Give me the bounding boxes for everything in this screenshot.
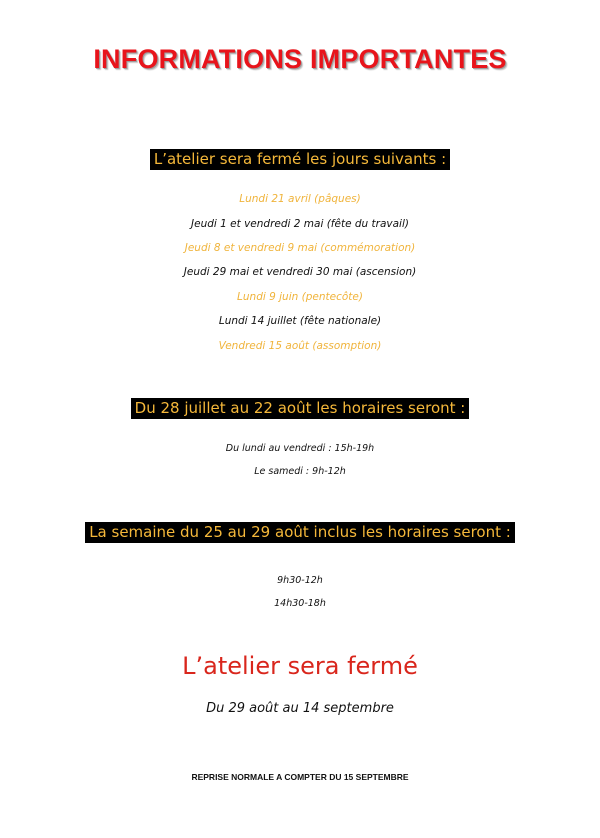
closed-notice-dates: Du 29 août au 14 septembre (206, 701, 394, 716)
late-august-heading-wrap (0, 522, 600, 543)
late-august-hours-line: 14h30-18h (274, 598, 326, 609)
closure-day: Jeudi 1 et vendredi 2 mai (fête du travail) (191, 218, 409, 230)
closure-day: Lundi 21 avril (pâques) (239, 193, 361, 205)
closure-day: Lundi 14 juillet (fête nationale) (218, 315, 382, 327)
summer-hours-heading-wrap (0, 398, 600, 419)
late-august-heading: La semaine du 25 au 29 août inclus les horaires seront : (85, 522, 515, 543)
closure-heading: L’atelier sera fermé les jours suivants : (150, 149, 450, 170)
page-title: INFORMATIONS IMPORTANTES (93, 44, 507, 74)
summer-hours-line: Le samedi : 9h-12h (254, 466, 346, 477)
closure-day: Jeudi 29 mai et vendredi 30 mai (ascension) (183, 266, 417, 278)
closure-day: Jeudi 8 et vendredi 9 mai (commémoration) (184, 242, 416, 254)
closure-heading-wrap (0, 149, 600, 170)
reprise-notice: REPRISE NORMALE A COMPTER DU 15 SEPTEMBRE (191, 772, 409, 782)
closure-day: Lundi 9 juin (pentecôte) (237, 291, 363, 303)
closure-day: Vendredi 15 août (assomption) (218, 340, 382, 352)
closed-notice-heading: L’atelier sera fermé (182, 652, 418, 680)
summer-hours-heading: Du 28 juillet au 22 août les horaires seront : (131, 398, 470, 419)
late-august-hours-line: 9h30-12h (277, 575, 323, 586)
summer-hours-line: Du lundi au vendredi : 15h-19h (225, 443, 375, 454)
